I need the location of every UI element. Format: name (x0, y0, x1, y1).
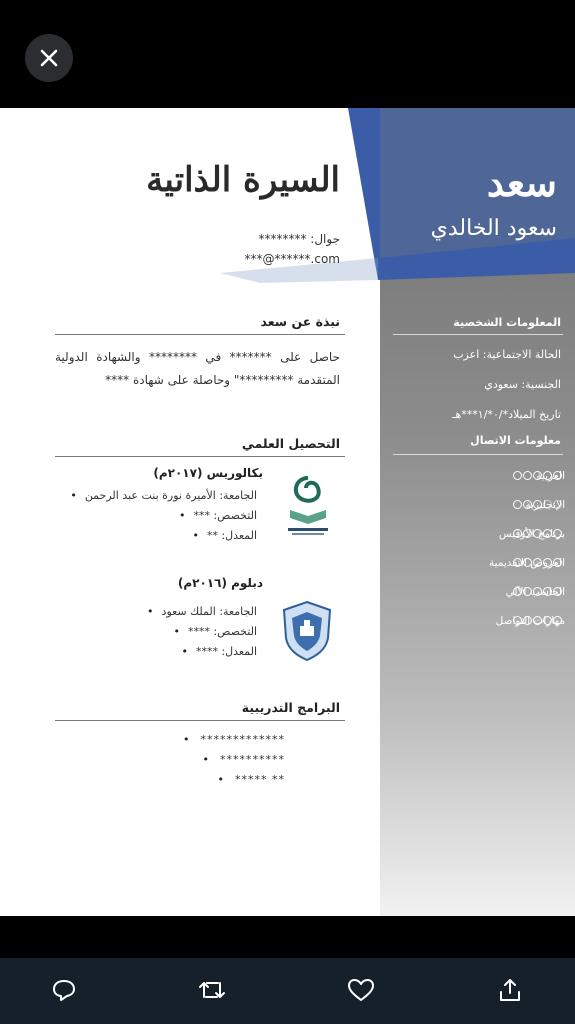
cv-document-title: السيرة الذاتية (146, 160, 340, 200)
skill-rating (513, 558, 562, 567)
rating-dot-empty (543, 500, 552, 509)
rating-dot-filled (543, 616, 552, 625)
skill-rating (513, 529, 562, 538)
rating-dot-filled (523, 529, 532, 538)
training-list (183, 730, 285, 790)
degree-line: التخصص: *** • (70, 506, 257, 526)
degree-line: المعدل: **** • (147, 642, 257, 662)
rating-dot-filled (553, 471, 562, 480)
skill-name: برنامج الأوفيس (498, 528, 565, 540)
skill-row (395, 586, 565, 600)
about-text: حاصل على ******* في ******** والشهادة الدولية المتقدمة *********" وحاصلة على شهادة **** (55, 350, 340, 387)
about-divider (55, 334, 345, 335)
birth-date: تاريخ الميلاد*/٠*/١***هـ (452, 408, 561, 421)
training-heading: البرامج التدريبية (241, 700, 340, 715)
contact-info-heading: معلومات الاتصال (470, 434, 561, 447)
skill-row (395, 470, 565, 484)
rating-dot-filled (543, 471, 552, 480)
rating-dot-empty (553, 500, 562, 509)
share-button[interactable] (492, 972, 528, 1008)
training-item: ************* • (183, 730, 285, 750)
rating-dot-filled (543, 558, 552, 567)
skill-row (395, 615, 565, 629)
rating-dot-filled (533, 529, 542, 538)
like-button[interactable] (343, 972, 379, 1008)
cv-full-name: سعود الخالدي (430, 216, 557, 241)
skill-name: العربية (536, 470, 565, 482)
rating-dot-filled (523, 500, 532, 509)
rating-dot-filled (513, 587, 522, 596)
university-shield-icon (278, 598, 336, 662)
about-heading: نبذة عن سعد (260, 314, 340, 329)
rating-dot-filled (523, 558, 532, 567)
skill-rating (513, 500, 562, 509)
retweet-button[interactable] (194, 972, 230, 1008)
skill-name: الإنجليزية (525, 499, 565, 511)
skill-rating (513, 471, 562, 480)
rating-dot-filled (533, 500, 542, 509)
rating-dot-filled (533, 471, 542, 480)
rating-dot-filled (533, 587, 542, 596)
personal-info-heading: المعلومات الشخصية (453, 316, 561, 329)
skill-name: الحاسب الآلي (505, 586, 565, 598)
rating-dot-filled (523, 616, 532, 625)
tweet-action-bar (0, 958, 575, 1024)
personal-info-divider (393, 334, 563, 335)
reply-icon (51, 977, 77, 1003)
rating-dot-filled (513, 471, 522, 480)
degree-title: دبلوم (٢٠١٦م) (177, 576, 263, 590)
rating-dot-filled (553, 558, 562, 567)
training-item: ** ***** • (183, 770, 285, 790)
skill-rating (513, 587, 562, 596)
cv-first-name: سعد (486, 160, 557, 205)
training-item: ********** • (183, 750, 285, 770)
degree-line: المعدل: ** • (70, 526, 257, 546)
education-divider (55, 456, 345, 457)
cv-image[interactable] (0, 108, 575, 916)
close-icon (39, 48, 59, 68)
degree-line: الجامعة: الملك سعود • (147, 602, 257, 622)
rating-dot-filled (523, 587, 532, 596)
rating-dot-filled (553, 587, 562, 596)
like-icon (347, 977, 375, 1003)
education-heading: التحصيل العلمي (241, 436, 340, 451)
degree-title: بكالوريس (٢٠١٧م) (153, 466, 263, 480)
rating-dot-filled (553, 616, 562, 625)
share-icon (497, 977, 523, 1003)
skill-row (395, 528, 565, 542)
nationality: الجنسية: سعودي (484, 378, 561, 391)
degree-line: التخصص: **** • (147, 622, 257, 642)
rating-dot-filled (533, 558, 542, 567)
retweet-icon (197, 977, 227, 1003)
degree-details (70, 486, 257, 546)
cv-email: ***@******.com (244, 252, 340, 266)
rating-dot-filled (533, 616, 542, 625)
close-button[interactable] (25, 34, 73, 82)
cv-phone: جوال: ******** (258, 232, 340, 246)
skill-name: العروض التقديمية (489, 557, 565, 569)
degree-line: الجامعة: الأميرة نورة بنت عبد الرحمن • (70, 486, 257, 506)
rating-dot-filled (553, 529, 562, 538)
skill-row (395, 499, 565, 513)
university-logo-icon (278, 470, 338, 540)
rating-dot-filled (543, 529, 552, 538)
skill-rating (513, 616, 562, 625)
contact-info-divider (393, 454, 563, 455)
rating-dot-filled (543, 587, 552, 596)
degree-details (147, 602, 257, 662)
rating-dot-filled (513, 558, 522, 567)
rating-dot-filled (513, 500, 522, 509)
rating-dot-filled (523, 471, 532, 480)
marital-status: الحالة الاجتماعية: اعزب (453, 348, 561, 361)
reply-button[interactable] (46, 972, 82, 1008)
skill-row (395, 557, 565, 571)
training-divider (55, 720, 345, 721)
skill-name: مهارات التواصل (495, 615, 565, 627)
rating-dot-filled (513, 616, 522, 625)
rating-dot-filled (513, 529, 522, 538)
